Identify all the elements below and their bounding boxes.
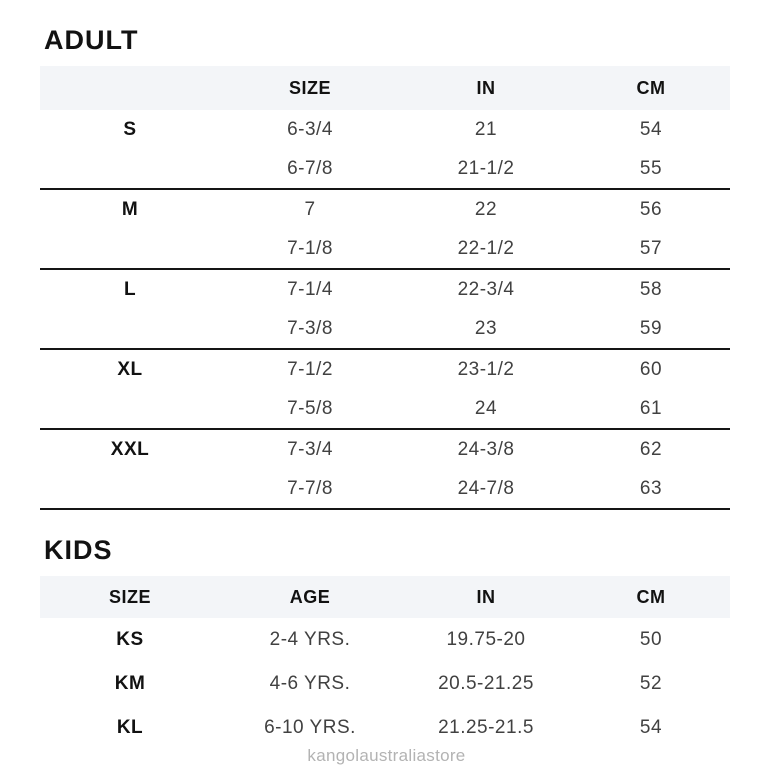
inches-value: 23-1/2 bbox=[457, 358, 515, 380]
hat-size-value: 7-3/4 bbox=[287, 438, 333, 460]
hat-size-value: 7-7/8 bbox=[287, 477, 333, 499]
table-row bbox=[40, 350, 730, 389]
table-row bbox=[40, 389, 730, 428]
cm-value: 54 bbox=[639, 118, 663, 140]
table-row bbox=[40, 110, 730, 149]
size-group-label: M bbox=[121, 198, 139, 220]
table-row bbox=[40, 662, 730, 706]
table-row bbox=[40, 430, 730, 469]
adult-section-title: ADULT bbox=[44, 25, 139, 55]
cm-value: 54 bbox=[639, 717, 663, 738]
inches-value: 24-7/8 bbox=[457, 477, 515, 499]
kids-table-header-row bbox=[40, 576, 730, 618]
inches-value: 23 bbox=[474, 317, 498, 339]
table-row bbox=[40, 149, 730, 188]
table-row bbox=[40, 190, 730, 229]
hat-size-value: 7-1/2 bbox=[287, 358, 333, 380]
cm-value: 63 bbox=[639, 477, 663, 499]
adult-size-table bbox=[40, 66, 730, 510]
cm-value: 60 bbox=[639, 358, 663, 380]
kids-size-label: KM bbox=[114, 673, 146, 694]
table-row bbox=[40, 618, 730, 662]
cm-value: 50 bbox=[639, 629, 663, 650]
age-value: 4-6 YRS. bbox=[269, 673, 351, 694]
size-group-label: S bbox=[123, 118, 137, 140]
size-group-label: L bbox=[123, 278, 137, 300]
table-row bbox=[40, 706, 730, 750]
inches-value: 19.75-20 bbox=[446, 629, 526, 650]
inches-value: 22 bbox=[474, 198, 498, 220]
kids-size-table bbox=[40, 576, 730, 750]
table-row bbox=[40, 270, 730, 309]
cm-value: 58 bbox=[639, 278, 663, 300]
adult-group-m bbox=[40, 190, 730, 270]
adult-table-header-row bbox=[40, 66, 730, 110]
age-value: 2-4 YRS. bbox=[269, 629, 351, 650]
kids-size-label: KS bbox=[116, 629, 144, 650]
cm-value: 59 bbox=[639, 317, 663, 339]
size-group-label: XL bbox=[117, 358, 143, 380]
adult-group-xxl bbox=[40, 430, 730, 510]
hat-size-value: 7-1/4 bbox=[287, 278, 333, 300]
hat-size-value: 6-3/4 bbox=[287, 118, 333, 140]
cm-value: 57 bbox=[639, 237, 663, 259]
kids-header-cm: CM bbox=[636, 586, 666, 607]
inches-value: 24-3/8 bbox=[457, 438, 515, 460]
kids-header-in: IN bbox=[476, 586, 496, 607]
adult-group-l bbox=[40, 270, 730, 350]
hat-size-value: 7-1/8 bbox=[287, 237, 333, 259]
cm-value: 62 bbox=[639, 438, 663, 460]
adult-header-size: SIZE bbox=[288, 77, 331, 98]
table-row bbox=[40, 469, 730, 508]
age-value: 6-10 YRS. bbox=[264, 717, 356, 738]
size-chart-content bbox=[40, 0, 730, 750]
hat-size-value: 7-3/8 bbox=[287, 317, 333, 339]
inches-value: 22-1/2 bbox=[457, 237, 515, 259]
kids-header-size: SIZE bbox=[108, 586, 151, 607]
adult-header-cm: CM bbox=[636, 77, 666, 98]
kids-size-label: KL bbox=[116, 717, 144, 738]
inches-value: 21.25-21.5 bbox=[438, 717, 534, 738]
cm-value: 52 bbox=[639, 673, 663, 694]
inches-value: 24 bbox=[474, 397, 498, 419]
inches-value: 21-1/2 bbox=[457, 157, 515, 179]
store-watermark: kangolaustraliastore bbox=[307, 746, 466, 765]
hat-size-value: 7 bbox=[304, 198, 316, 220]
cm-value: 56 bbox=[639, 198, 663, 220]
cm-value: 55 bbox=[639, 157, 663, 179]
table-row bbox=[40, 309, 730, 348]
size-group-label: XXL bbox=[110, 438, 150, 460]
kids-header-age: AGE bbox=[289, 586, 331, 607]
hat-size-value: 7-5/8 bbox=[287, 397, 333, 419]
table-row bbox=[40, 229, 730, 268]
inches-value: 20.5-21.25 bbox=[438, 673, 534, 694]
cm-value: 61 bbox=[639, 397, 663, 419]
adult-group-s bbox=[40, 110, 730, 190]
hat-size-value: 6-7/8 bbox=[287, 157, 333, 179]
inches-value: 21 bbox=[474, 118, 498, 140]
kids-section-title: KIDS bbox=[44, 535, 113, 565]
inches-value: 22-3/4 bbox=[457, 278, 515, 300]
adult-group-xl bbox=[40, 350, 730, 430]
adult-header-in: IN bbox=[476, 77, 496, 98]
